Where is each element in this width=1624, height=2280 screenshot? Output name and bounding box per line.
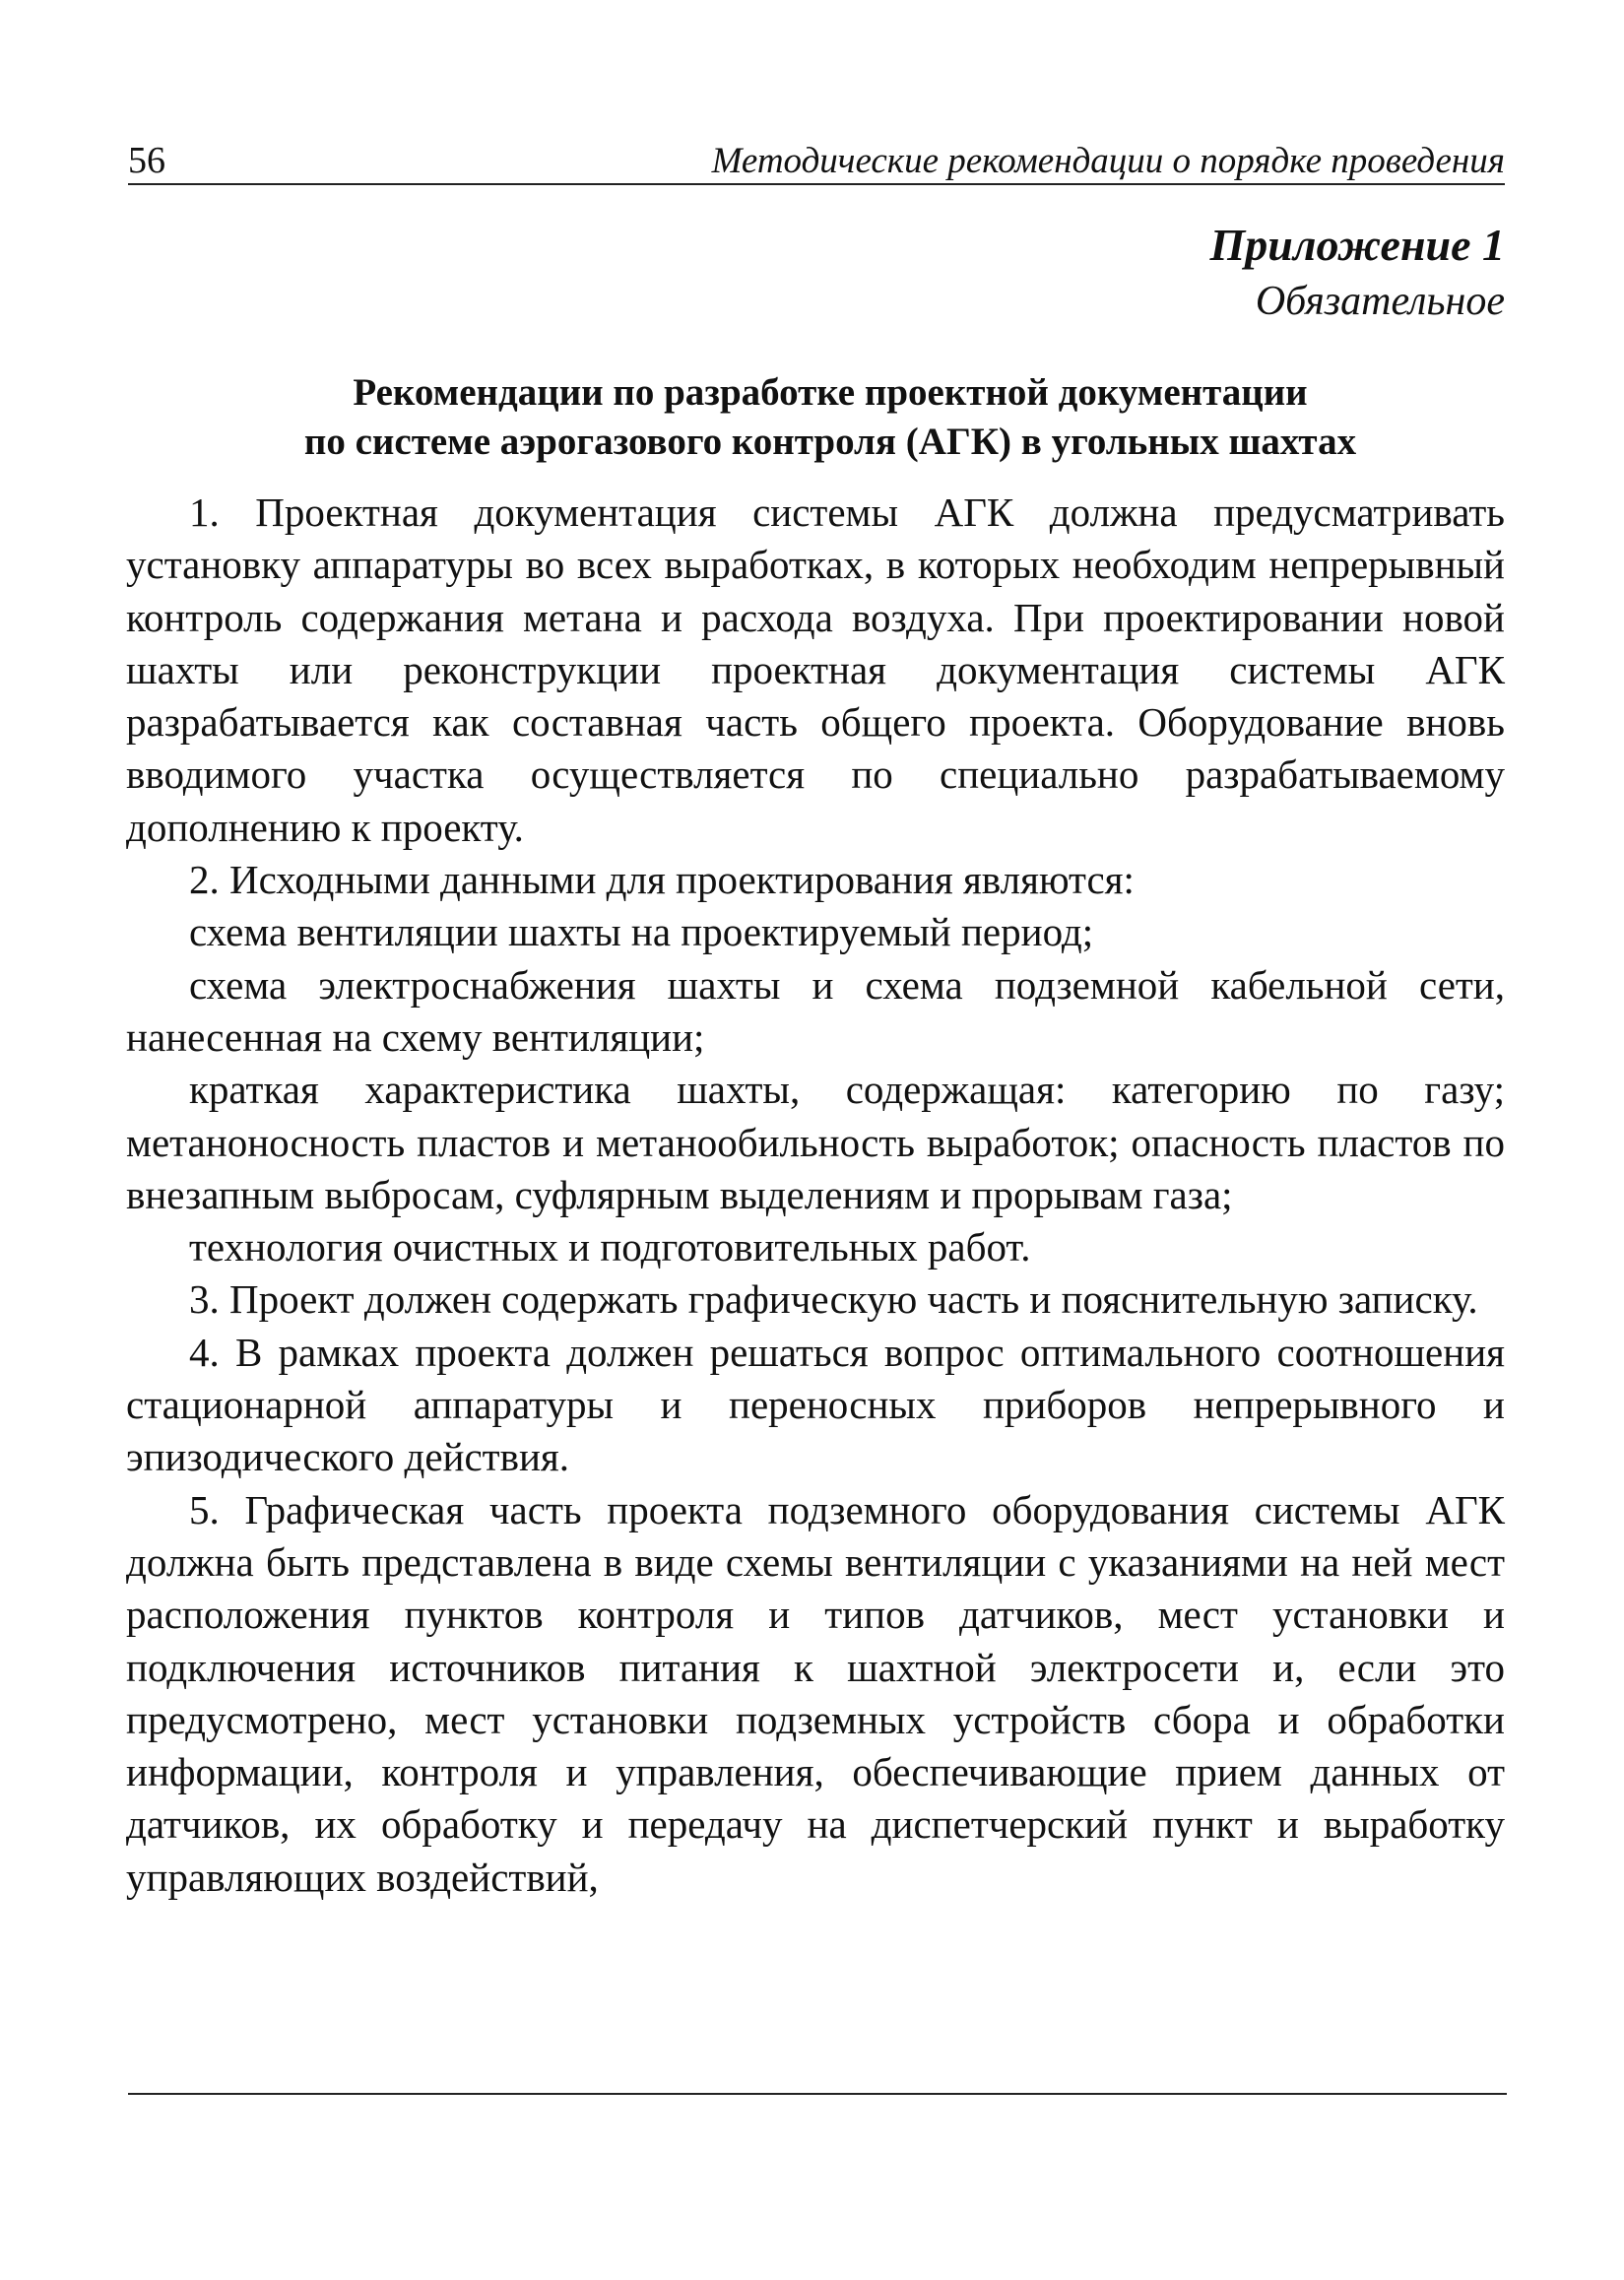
paragraph-1: 1. Проектная документация системы АГК должна предусматривать установку аппаратуры во всех выработках, в которых необходим непрерывный контроль содержания метана и расхода воздуха. При проектировании новой шахты или реконструкции проектная документация системы АГК разрабатывается как составная часть общего проекта. Оборудование вновь вводимого участка осуществляется по специально разрабатываемому дополнению к проекту.	[126, 489, 1505, 850]
paragraph-4: схема электроснабжения шахты и схема подземной кабельной сети, нанесенная на схему вентиляции;	[126, 961, 1505, 1060]
heading-line-2: по системе аэрогазового контроля (АГК) в угольных шахтах	[303, 421, 1357, 463]
paragraph-9: 5. Графическая часть проекта подземного оборудования системы АГК должна быть представлена в виде схемы вентиляции с указаниями на ней мест расположения пунктов контроля и типов датчиков, мест установки и подключения источников питания к шахтной электросети и, если это предусмотрено, мест установки подземных устройств сбора и обработки информации, контроля и управления, обеспечивающие прием данных от датчиков, их обработку и передачу на диспетчерский пункт и выработку управляющих воздействий,	[126, 1486, 1505, 1900]
running-header	[128, 128, 1505, 185]
document-page	[126, 128, 1505, 1904]
running-title: Методические рекомендации о порядке проведения	[711, 141, 1505, 181]
page-number: 56	[128, 140, 165, 181]
paragraph-8: 4. В рамках проекта должен решаться вопрос оптимального соотношения стационарной аппаратуры и переносных приборов непрерывного и эпизодического действия.	[126, 1329, 1505, 1480]
appendix-status: Обязательное	[1255, 279, 1505, 324]
appendix-block	[126, 217, 1505, 329]
heading-line-1: Рекомендации по разработке проектной документации	[353, 371, 1308, 414]
footer-rule	[128, 2093, 1507, 2095]
paragraph-6: технология очистных и подготовительных работ.	[189, 1224, 1031, 1270]
appendix-label: Приложение 1	[1209, 220, 1505, 270]
paragraph-2: 2. Исходными данными для проектирования являются:	[189, 857, 1135, 903]
paragraph-7: 3. Проект должен содержать графическую часть и пояснительную записку.	[189, 1276, 1478, 1323]
paragraph-5: краткая характеристика шахты, содержащая: категорию по газу; метаноносность пластов и метанообильность выработок; опасность пластов по внезапным выбросам, суфлярным выделениям и прорывам газа;	[126, 1067, 1505, 1217]
document-heading	[126, 368, 1505, 467]
body-text	[126, 487, 1505, 1904]
paragraph-3: схема вентиляции шахты на проектируемый период;	[189, 909, 1094, 955]
